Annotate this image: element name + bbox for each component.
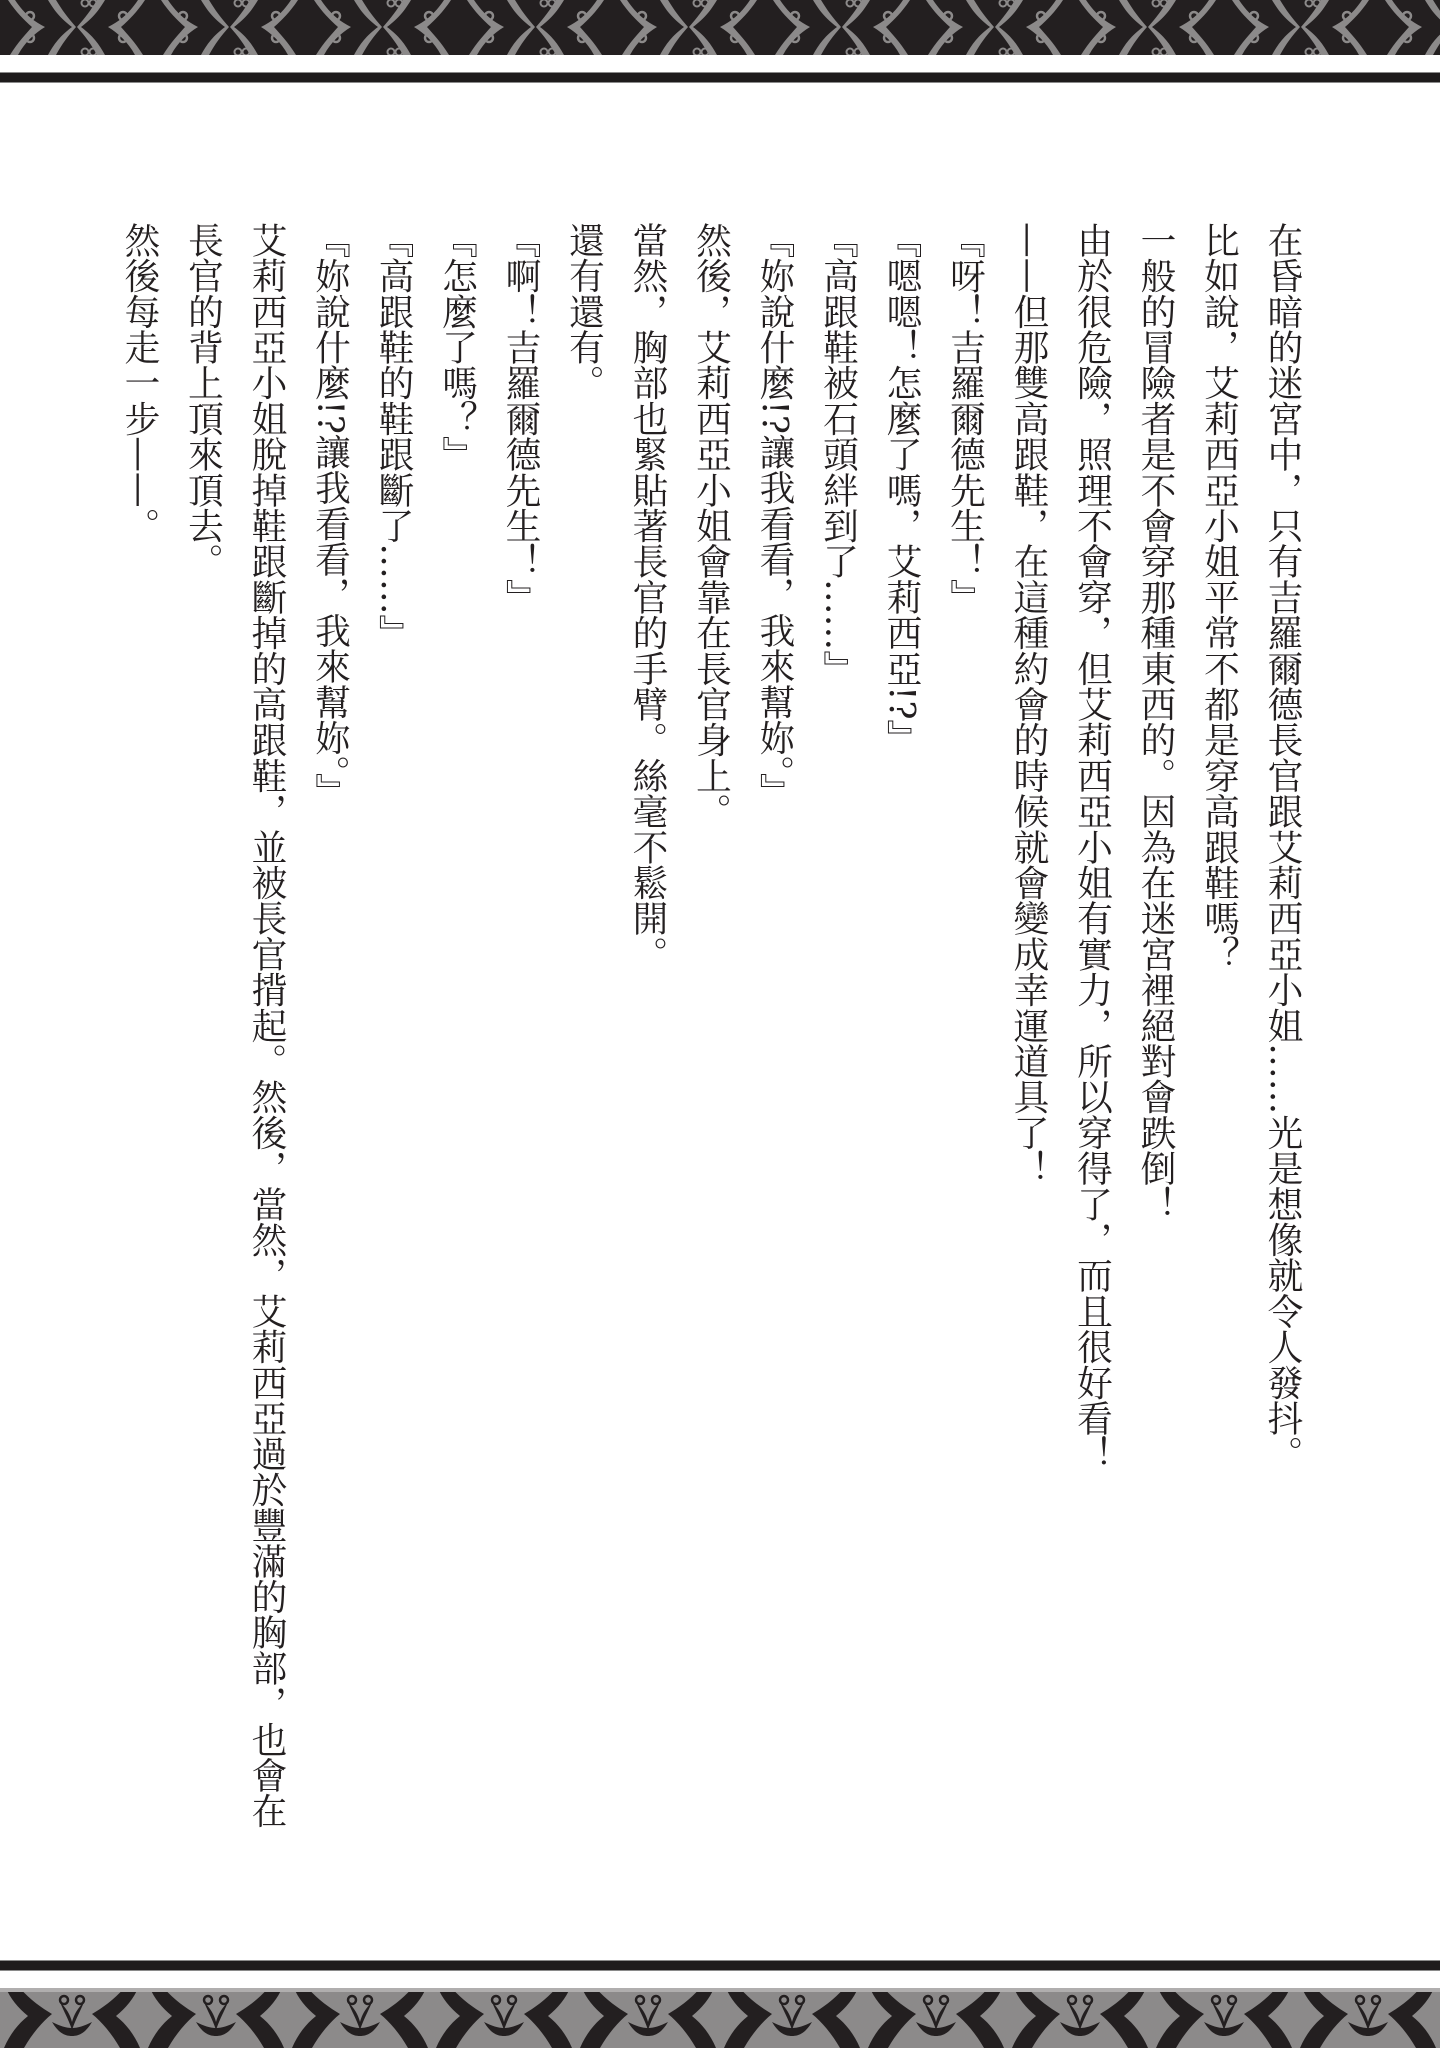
dialogue-line: 『高跟鞋的鞋跟斷了……』 [373,222,414,651]
text-line: 當然，胸部也緊貼著長官的手臂。絲毫不鬆開。 [627,222,668,972]
footer-ornament-band [0,1988,1440,2048]
vertical-text-body [108,222,1315,1942]
text-line: 還有還有。 [563,222,605,401]
text-line: 然後，艾莉西亞小姐會靠在長官身上。 [690,222,732,829]
dialogue-line: 『呀！吉羅爾德先生！』 [944,222,986,615]
header-rule [0,72,1440,83]
dialogue-line: 『嗯嗯！怎麼了嗎，艾莉西亞!?』 [881,222,922,756]
damask-pattern-icon [0,0,1440,55]
text-line: 比如說，艾莉西亞小姐平常不都是穿高跟鞋嗎？ [1198,222,1240,972]
dialogue-line: 『啊！吉羅爾德先生！』 [500,222,541,615]
text-line: 一般的冒險者是不會穿那種東西的。因為在迷宮裡絕對會跌倒！ [1135,222,1176,1222]
dialogue-line: 『妳說什麼!?讓我看看，我來幫妳。』 [309,222,351,809]
text-line: 長官的背上頂來頂去。 [182,222,224,579]
damask-pattern-icon [0,1988,1440,2048]
text-line: 在昏暗的迷宮中，只有吉羅爾德長官跟艾莉西亞小姐……光是想像就令人發抖。 [1262,222,1303,1472]
text-line: 艾莉西亞小姐脫掉鞋跟斷掉的高跟鞋，並被長官揹起。然後，當然，艾莉西亞過於豐滿的胸部，也會在 [246,222,287,1829]
dialogue-line: 『怎麼了嗎？』 [436,222,478,472]
dialogue-line: 『妳說什麼!?讓我看看，我來幫妳。』 [754,222,795,809]
footer-rule [0,1960,1440,1971]
text-line: 然後每走一步——。 [119,222,160,544]
dialogue-line: 『高跟鞋被石頭絆到了……』 [817,222,859,687]
text-line: 由於很危險，照理不會穿，但艾莉西亞小姐有實力，所以穿得了，而且很好看！ [1071,222,1113,1472]
header-ornament-band [0,0,1440,55]
text-line: ——但那雙高跟鞋，在這種約會的時候就會變成幸運道具了！ [1008,222,1049,1186]
